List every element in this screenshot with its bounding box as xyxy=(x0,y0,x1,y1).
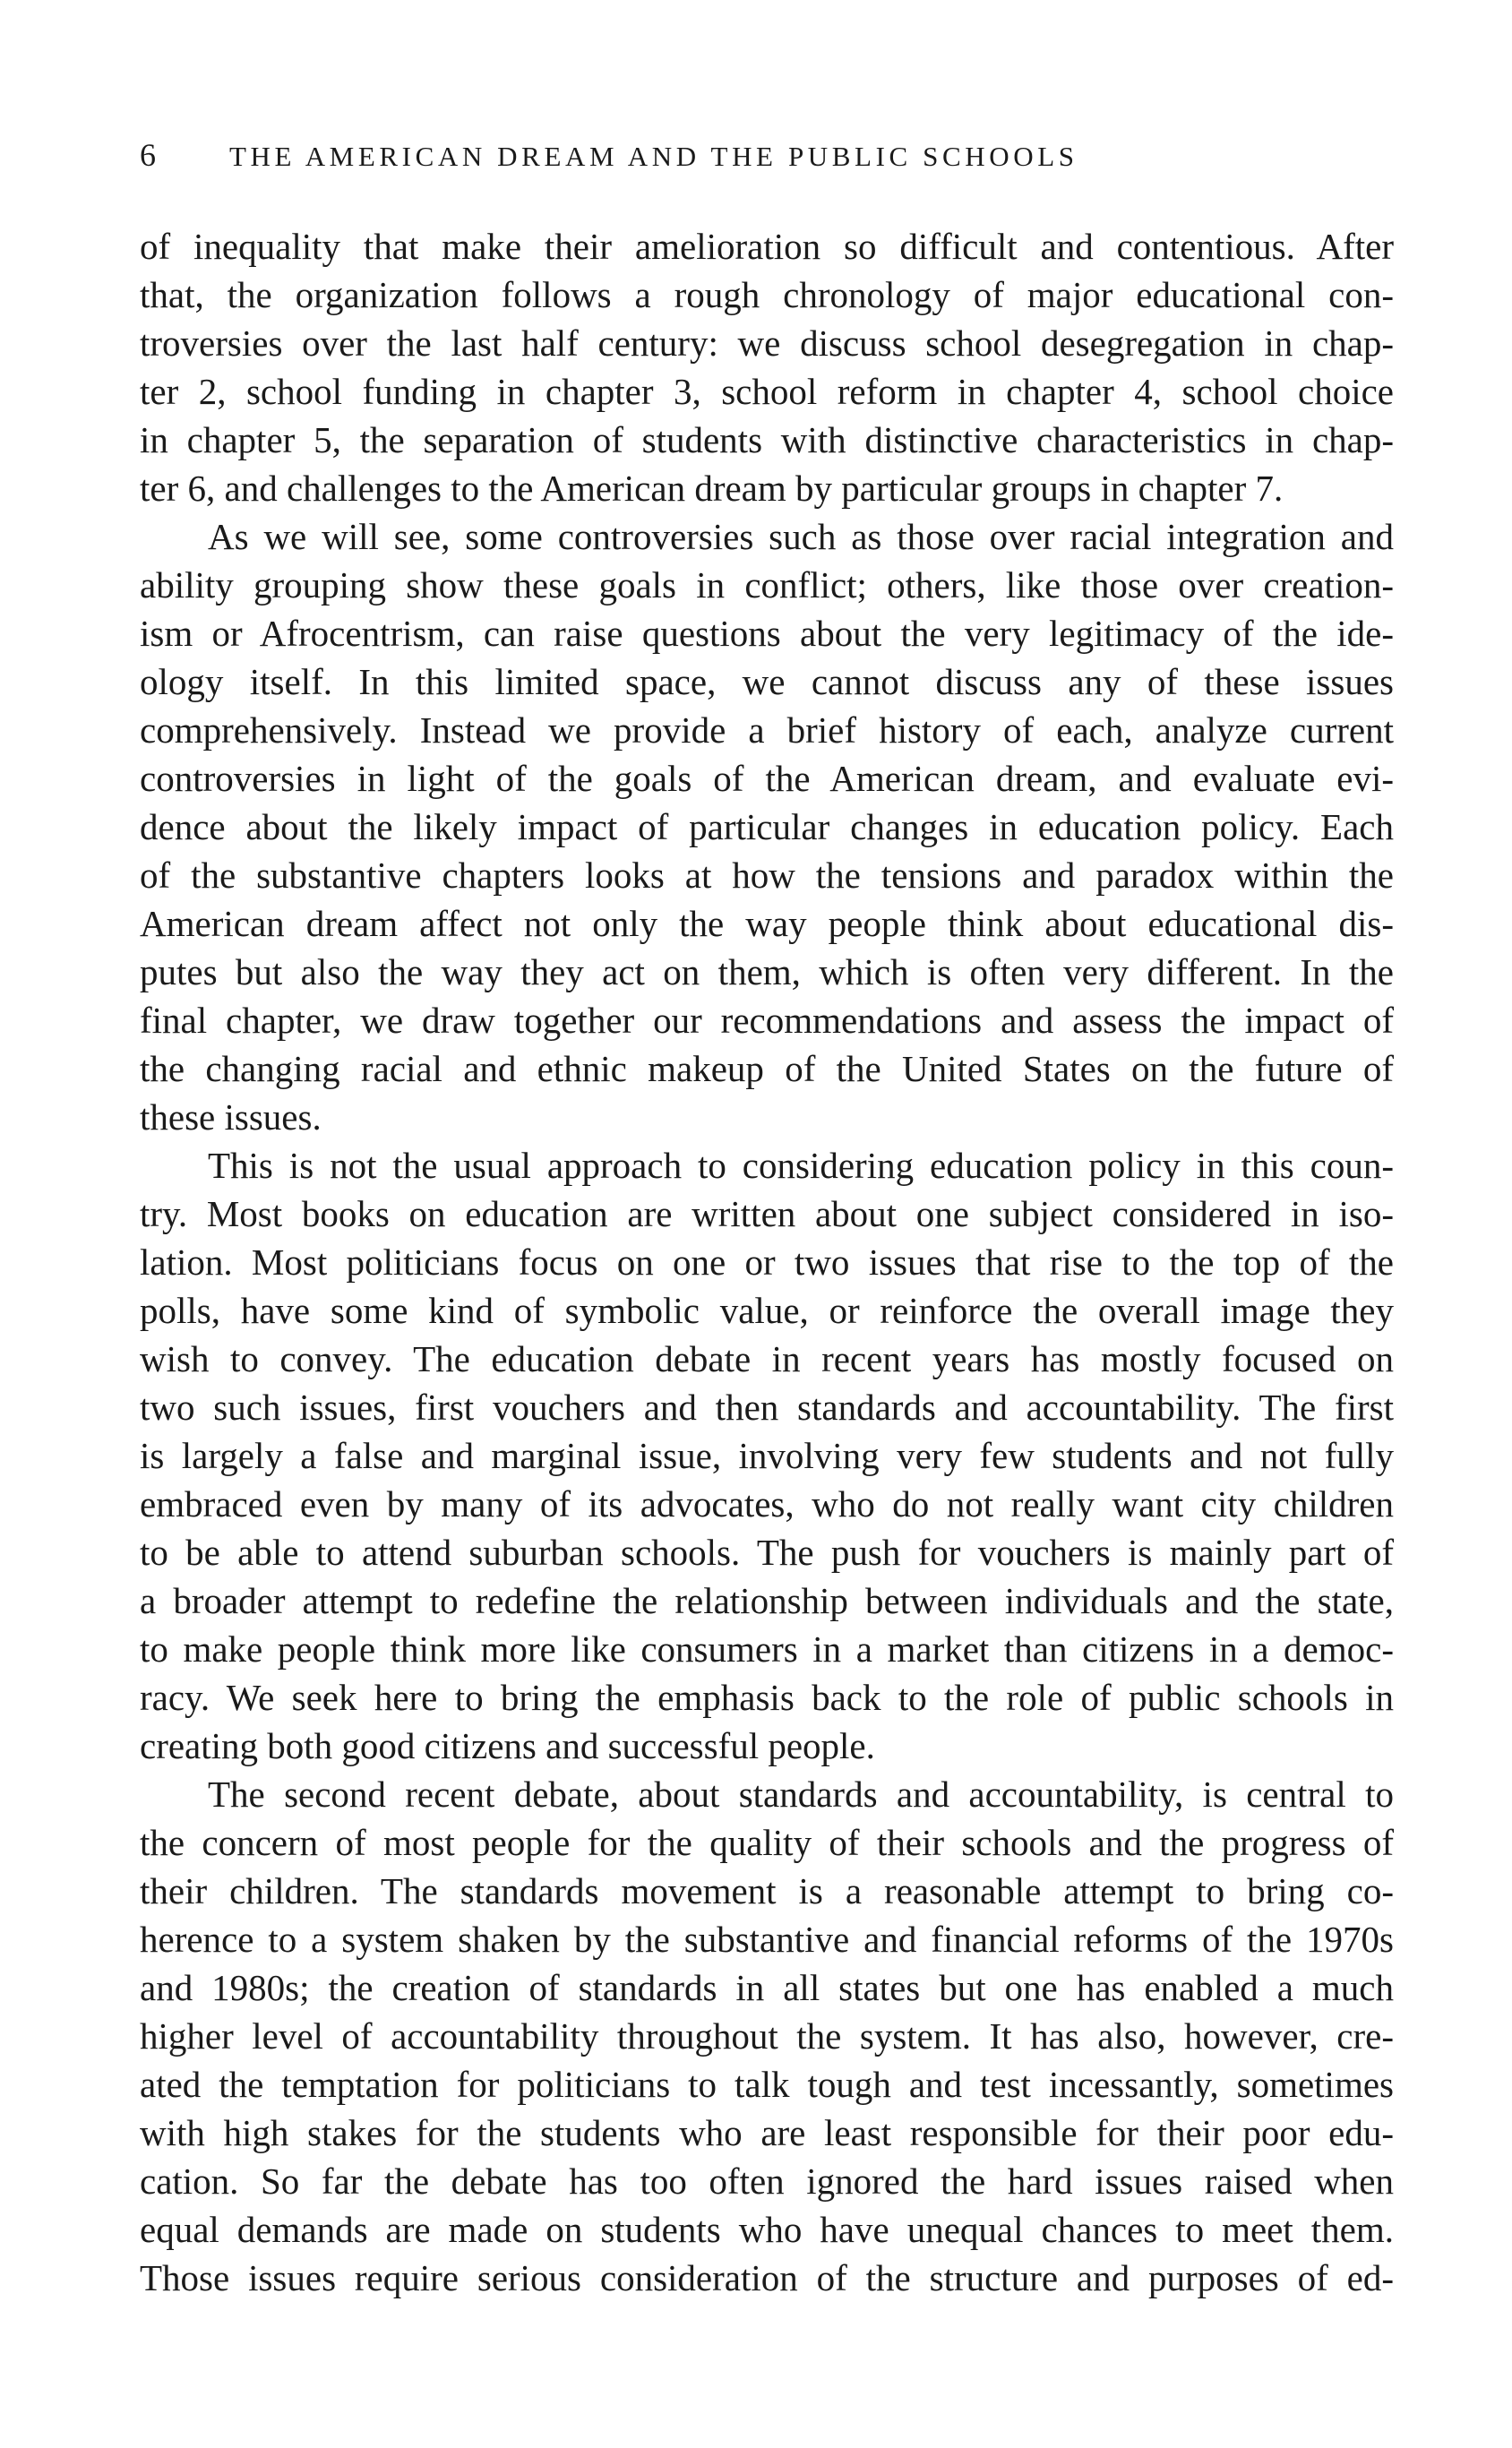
text-line: The second recent debate, about standards and accountability, is central to xyxy=(208,1774,1394,1815)
text-line: two such issues, first vouchers and then standards and accountability. The first xyxy=(140,1387,1394,1428)
text-line: comprehensively. Instead we provide a brief history of each, analyze current xyxy=(140,709,1394,751)
text-line: herence to a system shaken by the substantive and financial reforms of the 1970s xyxy=(140,1919,1394,1960)
text-line: putes but also the way they act on them, which is often very different. In the xyxy=(140,951,1394,992)
text-line: higher level of accountability throughout the system. It has also, however, cre- xyxy=(140,2015,1394,2057)
text-line: their children. The standards movement is a reasonable attempt to bring co- xyxy=(140,1870,1394,1911)
text-line: to be able to attend suburban schools. The push for vouchers is mainly part of xyxy=(140,1532,1394,1573)
text-line: troversies over the last half century: we discuss school desegregation in chap- xyxy=(140,322,1394,364)
text-line: a broader attempt to redefine the relationship between individuals and the state, xyxy=(140,1580,1394,1621)
running-head-title: THE AMERICAN DREAM AND THE PUBLIC SCHOOLS xyxy=(229,141,1078,172)
text-line: that, the organization follows a rough chronology of major educational con- xyxy=(140,274,1394,315)
body-text xyxy=(140,222,1394,2302)
text-line: these issues. xyxy=(140,1096,322,1138)
text-line: is largely a false and marginal issue, involving very few students and not fully xyxy=(140,1435,1394,1476)
text-line: racy. We seek here to bring the emphasis back to the role of public schools in xyxy=(140,1677,1394,1718)
text-line: As we will see, some controversies such as those over racial integration and xyxy=(208,516,1394,557)
text-line: embraced even by many of its advocates, who do not really want city children xyxy=(140,1483,1394,1525)
text-line: American dream affect not only the way people think about educational dis- xyxy=(140,903,1394,944)
text-line: to make people think more like consumers in a market than citizens in a democ- xyxy=(140,1628,1394,1670)
text-line: lation. Most politicians focus on one or two issues that rise to the top of the xyxy=(140,1241,1394,1283)
running-head xyxy=(140,133,1394,177)
text-line: equal demands are made on students who have unequal chances to meet them. xyxy=(140,2209,1394,2250)
text-line: ated the temptation for politicians to talk tough and test incessantly, sometimes xyxy=(140,2064,1394,2105)
text-line: Those issues require serious consideration of the structure and purposes of ed- xyxy=(140,2257,1394,2298)
text-line: controversies in light of the goals of the American dream, and evaluate evi- xyxy=(140,758,1394,799)
text-line: final chapter, we draw together our recommendations and assess the impact of xyxy=(140,1000,1394,1041)
text-line: ism or Afrocentrism, can raise questions about the very legitimacy of the ide- xyxy=(140,613,1394,654)
text-line: polls, have some kind of symbolic value, or reinforce the overall image they xyxy=(140,1290,1394,1331)
text-line: and 1980s; the creation of standards in all states but one has enabled a much xyxy=(140,1967,1394,2008)
text-line: cation. So far the debate has too often ignored the hard issues raised when xyxy=(140,2160,1394,2202)
text-line: This is not the usual approach to considering education policy in this coun- xyxy=(208,1145,1394,1186)
text-line: with high stakes for the students who are least responsible for their poor edu- xyxy=(140,2112,1394,2153)
text-line: dence about the likely impact of particular changes in education policy. Each xyxy=(140,806,1394,847)
text-line: ter 2, school funding in chapter 3, school reform in chapter 4, school choice xyxy=(140,371,1394,412)
text-line: of inequality that make their amelioration so difficult and contentious. After xyxy=(140,226,1394,267)
text-line: the concern of most people for the quality of their schools and the progress of xyxy=(140,1822,1394,1863)
text-line: ology itself. In this limited space, we cannot discuss any of these issues xyxy=(140,661,1394,702)
text-line: wish to convey. The education debate in recent years has mostly focused on xyxy=(140,1338,1394,1379)
page-number: 6 xyxy=(140,137,156,173)
text-line: of the substantive chapters looks at how the tensions and paradox within the xyxy=(140,855,1394,896)
text-line: try. Most books on education are written about one subject considered in iso- xyxy=(140,1193,1394,1234)
text-line: in chapter 5, the separation of students with distinctive characteristics in chap- xyxy=(140,419,1394,460)
text-line: the changing racial and ethnic makeup of the United States on the future of xyxy=(140,1048,1394,1089)
text-line: ter 6, and challenges to the American dream by particular groups in chapter 7. xyxy=(140,468,1284,509)
text-line: ability grouping show these goals in conflict; others, like those over creation- xyxy=(140,564,1394,606)
text-line: creating both good citizens and successful people. xyxy=(140,1725,875,1766)
